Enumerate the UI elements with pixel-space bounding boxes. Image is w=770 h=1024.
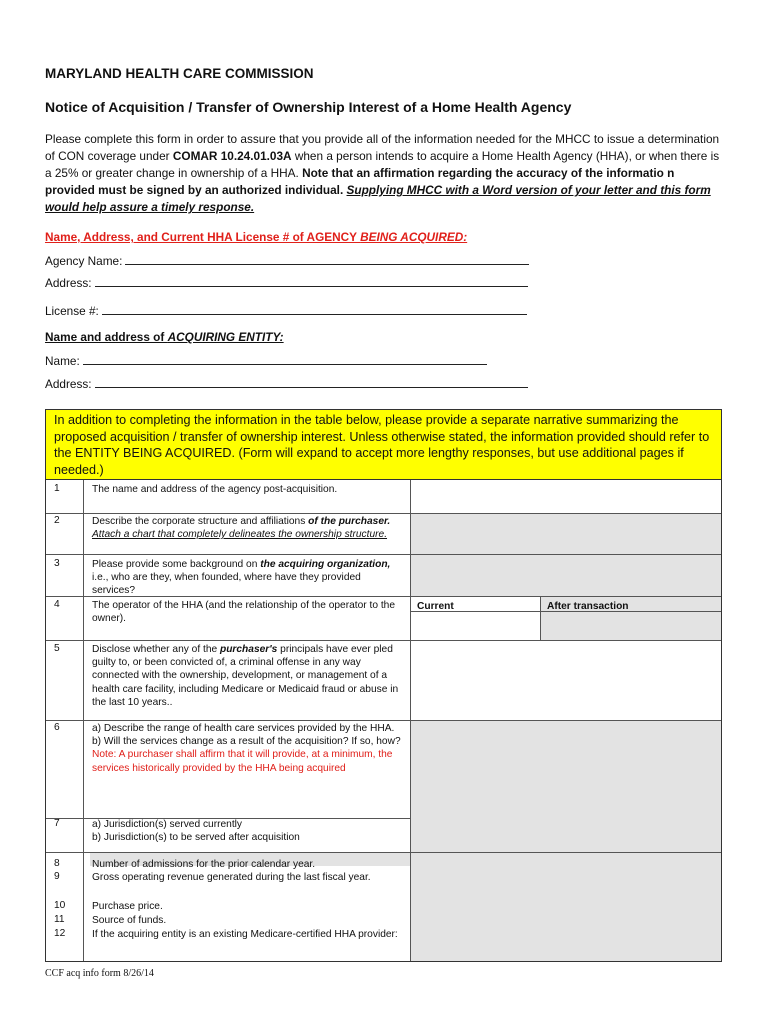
row9-text: Gross operating revenue generated during the last fiscal year. <box>92 872 371 883</box>
intro-part1: Please complete this form in order to assure that you provide all of the information needed for the MHCC to issue a determination of CON coverage under <box>45 132 720 163</box>
row-number: 6 <box>54 722 60 733</box>
row-number: 8 <box>54 858 60 869</box>
comar-reference: COMAR 10.24.01.03A <box>172 149 292 163</box>
row-number: 4 <box>54 599 60 610</box>
row3-response[interactable] <box>410 554 721 596</box>
affirmation-note: Note that an affirmation regarding the accuracy of the informatio n provided must be signed by an authorized individual. <box>45 166 675 197</box>
word-version-note: Supplying MHCC with a Word version of your letter and this form would help assure a timely response. <box>45 183 711 214</box>
row-number: 10 <box>54 900 66 911</box>
instructions-banner: In addition to completing the information in the table below, please provide a separate narrative summarizing the proposed acquisition / transfer of ownership interest. Unless otherwise stated, the information provided should refer to the ENTITY BEING ACQUIRED. (Form will expand to accept more lengthy responses, but use additional pages if needed.) <box>46 410 721 480</box>
section-acquiring-heading: Name and address of ACQUIRING ENTITY: <box>45 330 284 344</box>
row3-text: Please provide some background on the acquiring organization, i.e., who are they, when founded, where have they provided services? <box>92 559 391 597</box>
col-current-header: Current <box>417 601 454 612</box>
license-field[interactable]: License #: <box>45 303 527 318</box>
agency-address-field[interactable]: Address: <box>45 275 528 290</box>
col-after-header: After transaction <box>547 601 629 612</box>
acquirer-address-field[interactable]: Address: <box>45 376 528 391</box>
row6-response[interactable] <box>410 720 721 838</box>
section-acquired-heading: Name, Address, and Current HHA License # of AGENCY BEING ACQUIRED: <box>45 230 468 244</box>
intro-part2: when a person intends to acquire a Home Health Agency (HHA), or when there is a 25% or greater change in ownership of a HHA. <box>45 149 720 180</box>
row-number: 2 <box>54 515 60 526</box>
row-number: 9 <box>54 871 60 882</box>
row6-text: a) Describe the range of health care services provided by the HHA. b) Will the services change as a result of the acquisition? If so, how? Note: A purchaser shall affirm that it will provide, at a minimum, the services historically provided by the HHA being acquired <box>92 722 404 775</box>
row11-text: Source of funds. <box>92 915 167 926</box>
row-number: 12 <box>54 928 66 939</box>
intro-paragraph <box>45 131 725 216</box>
row6-note: Note: A purchaser shall affirm that it will provide, at a minimum, the services historically provided by the HHA being acquired <box>92 749 393 774</box>
row-number: 1 <box>54 483 60 494</box>
row-number: 3 <box>54 558 60 569</box>
info-table <box>45 409 722 962</box>
row5-text: Disclose whether any of the purchaser's principals have ever pled guilty to, or been convicted of, a criminal offense in any way connected with the ownership, development, or management of a health care facility, including Medicare or Medicaid fraud or abuse in the last 10 years.. <box>92 644 399 708</box>
footer-form-id: CCF acq info form 8/26/14 <box>45 968 154 979</box>
organization-name: MARYLAND HEALTH CARE COMMISSION <box>45 66 314 81</box>
form-title: Notice of Acquisition / Transfer of Ownership Interest of a Home Health Agency <box>45 99 572 115</box>
row7-response[interactable] <box>410 838 721 852</box>
row2-response[interactable] <box>410 513 721 554</box>
row8-text: Number of admissions for the prior calendar year. <box>92 859 316 870</box>
row2-text: Describe the corporate structure and affiliations of the purchaser. Attach a chart that completely delineates the ownership structure. <box>92 516 391 541</box>
row-number: 5 <box>54 643 60 654</box>
row10-text: Purchase price. <box>92 901 163 912</box>
row12-text: If the acquiring entity is an existing Medicare-certified HHA provider: <box>92 929 398 940</box>
row-number: 7 <box>54 818 60 829</box>
row1-text: The name and address of the agency post-acquisition. <box>92 484 338 495</box>
agency-name-field[interactable]: Agency Name: <box>45 253 529 268</box>
row4-text: The operator of the HHA (and the relationship of the operator to the owner). <box>92 600 395 625</box>
acquirer-name-field[interactable]: Name: <box>45 353 487 368</box>
row-number: 11 <box>54 914 65 925</box>
row7-text: a) Jurisdiction(s) served currently b) Jurisdiction(s) to be served after acquisition <box>92 819 300 844</box>
rows8-12-response[interactable] <box>410 852 721 961</box>
